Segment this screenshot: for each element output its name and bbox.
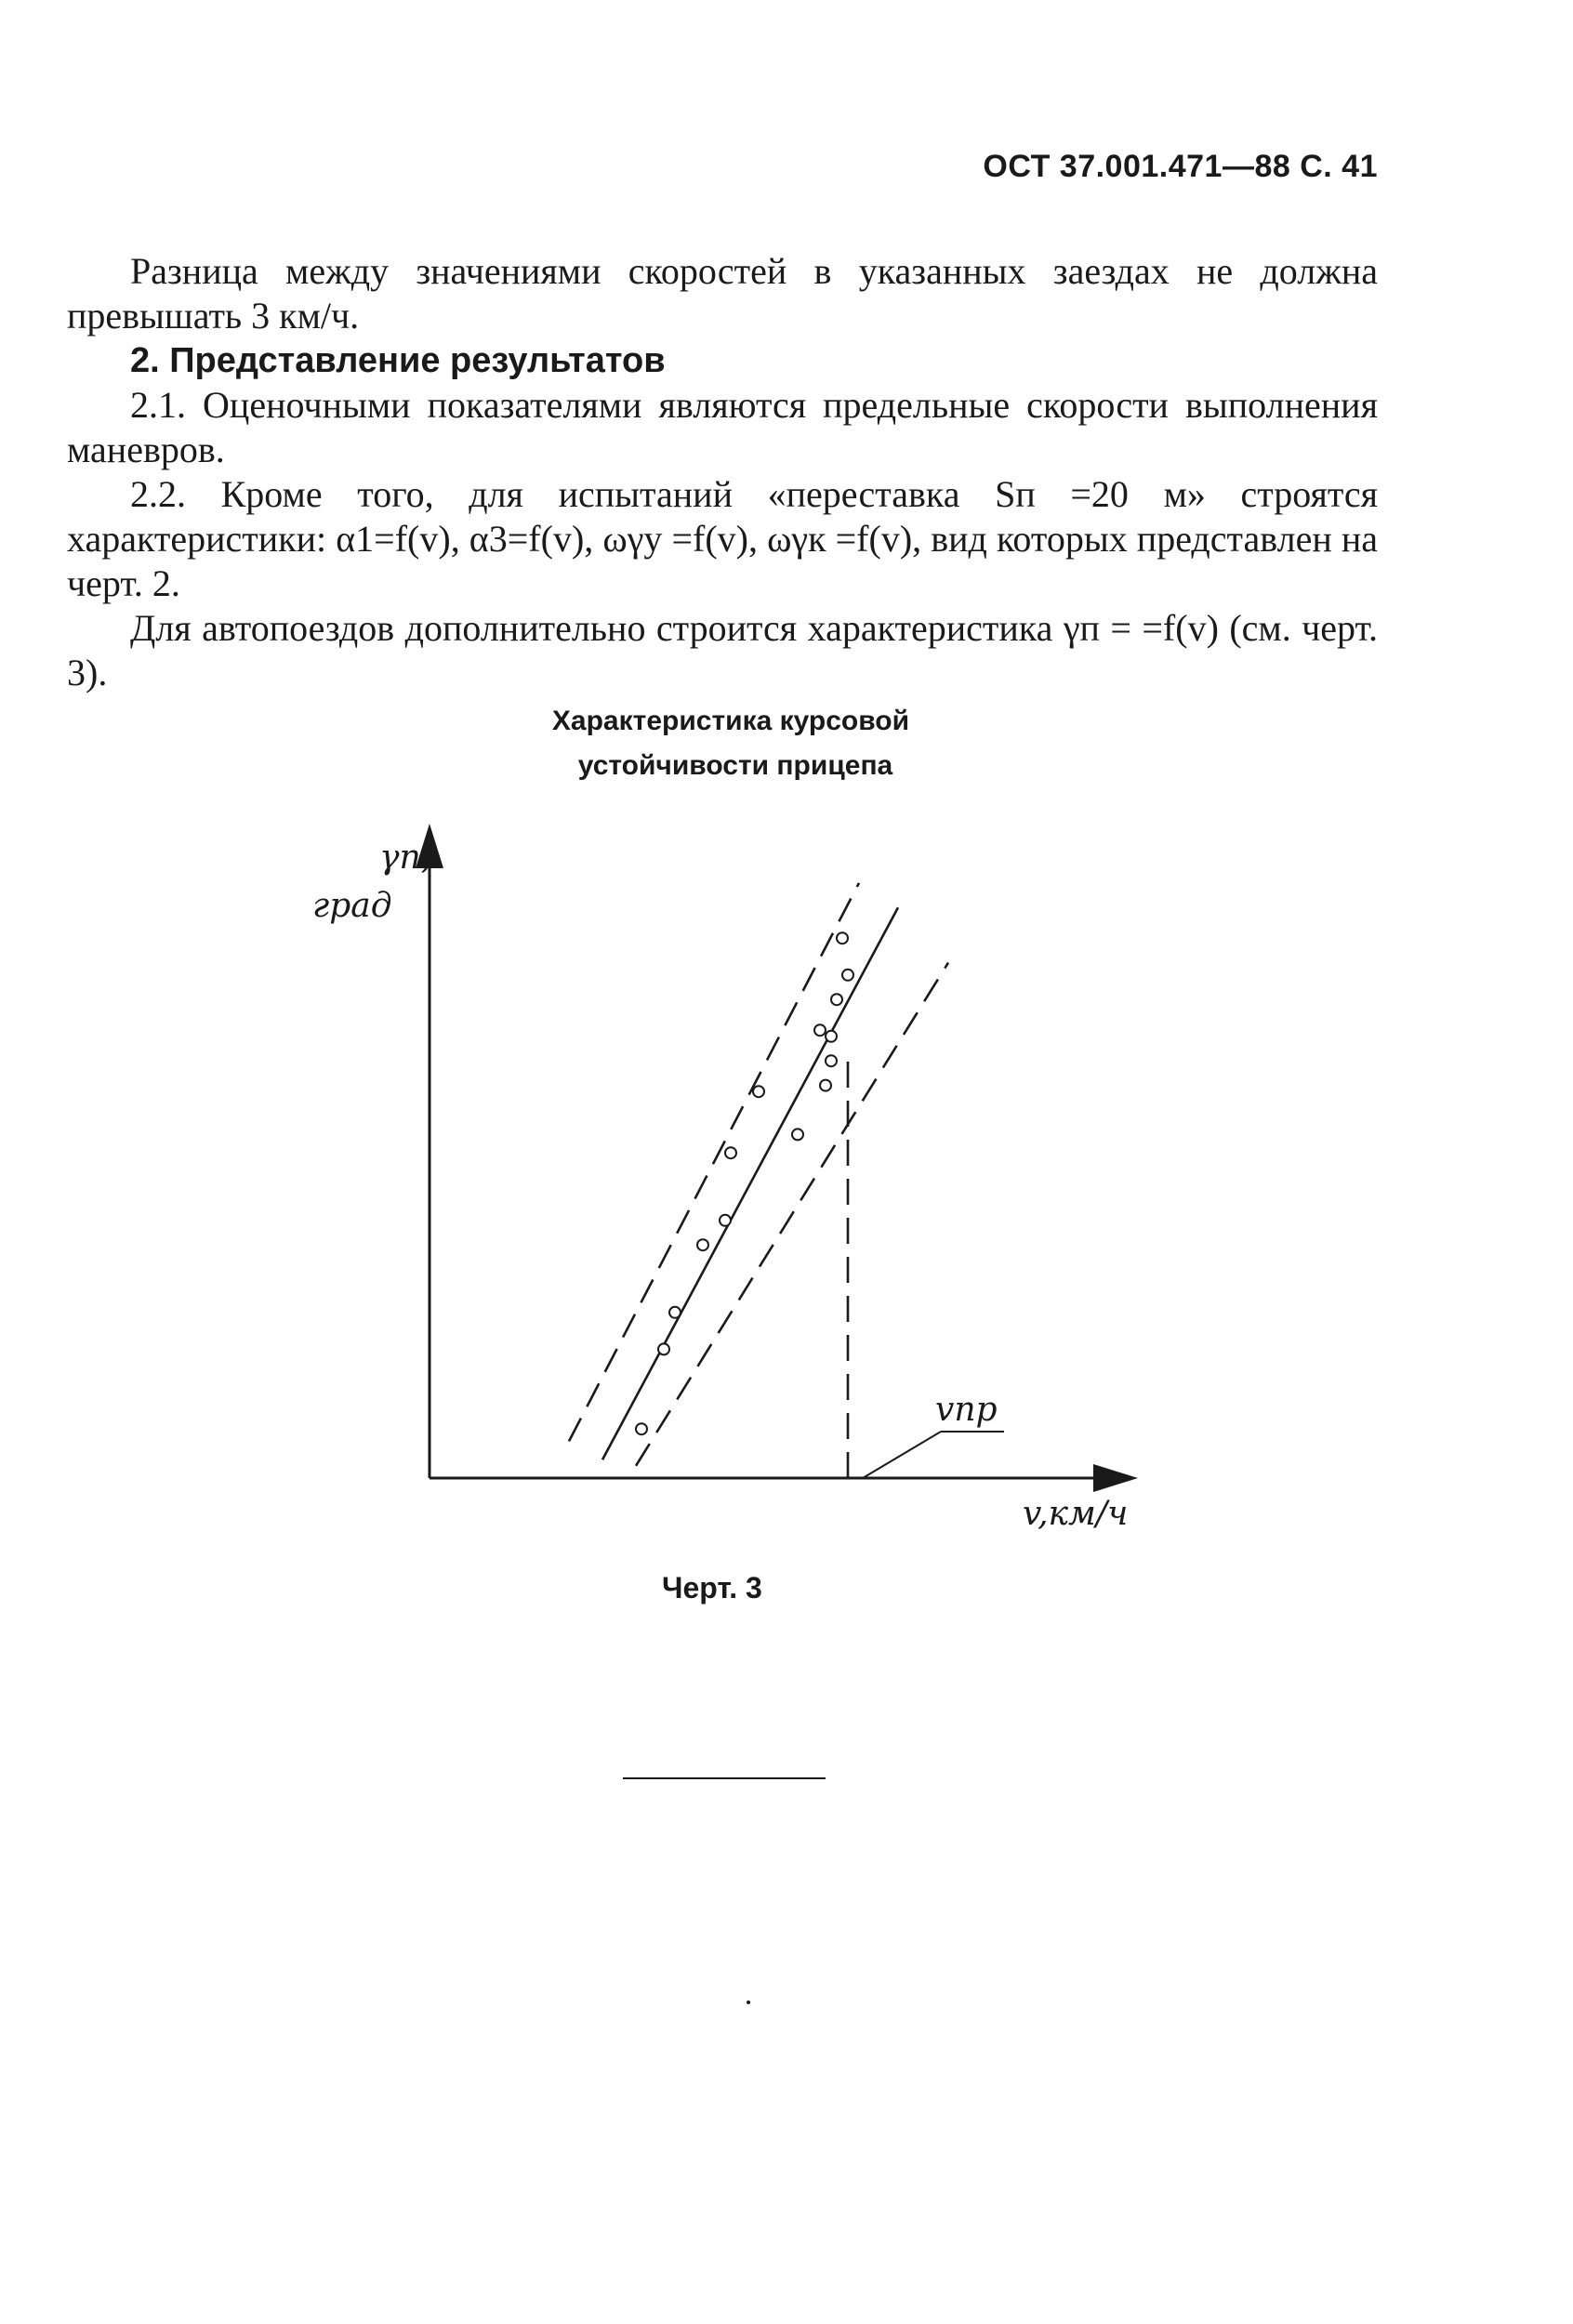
chart-title-line2: устойчивости прицепа: [577, 750, 893, 781]
data-point-13: [842, 970, 853, 981]
v-pr-label: vпр: [935, 1391, 998, 1429]
figure-caption: Черт. 3: [662, 1571, 762, 1604]
stability-chart: [279, 818, 1171, 1543]
chart-lines: [569, 883, 948, 1478]
chart-title: [0, 699, 1573, 788]
data-point-6: [753, 1086, 764, 1097]
data-point-3: [697, 1239, 708, 1250]
data-point-2: [669, 1307, 681, 1318]
data-point-9: [826, 1055, 837, 1066]
data-point-12: [831, 994, 842, 1005]
chart-points: [636, 932, 853, 1434]
paragraph-2-1: 2.1. Оценочными показателями являются предельные скорости выполнения маневров.: [67, 384, 1378, 470]
speck: [747, 2000, 750, 2004]
section-heading: 2. Представление результатов: [130, 341, 666, 380]
data-point-4: [720, 1215, 731, 1226]
x-axis-label: v,км/ч: [1023, 1495, 1129, 1533]
data-point-1: [658, 1343, 669, 1354]
paragraph-2-2: 2.2. Кроме того, для испытаний «переставка Sп =20 м» строятся характеристики: α1=f(v), α3=f(v), ωγу =f(v), ωγк =f(v), вид которых представлен на черт. 2.: [67, 473, 1378, 604]
data-point-10: [826, 1031, 837, 1042]
data-point-8: [820, 1080, 831, 1091]
trend-line-0: [602, 907, 898, 1459]
paragraph-trains: Для автопоездов дополнительно строится характеристика γп = =f(v) (см. черт. 3).: [67, 607, 1378, 693]
y-axis-unit: град: [312, 887, 392, 925]
data-point-7: [792, 1129, 803, 1140]
end-rule: [623, 1777, 826, 1779]
data-point-14: [837, 932, 848, 944]
document-reference: ОСТ 37.001.471—88 С. 41: [983, 149, 1378, 184]
dashed-line-1: [569, 883, 859, 1442]
body-text: [67, 249, 1378, 695]
dashed-line-2: [636, 963, 948, 1466]
chart-title-line1: Характеристика курсовой: [551, 706, 910, 736]
v-pr-leader: [863, 1432, 941, 1478]
data-point-0: [636, 1423, 647, 1434]
y-axis-symbol: γп,: [379, 838, 432, 877]
data-point-5: [725, 1147, 736, 1158]
data-point-11: [814, 1024, 826, 1036]
paragraph-speed-difference: Разница между значениями скоростей в указанных заездах не должна превышать 3 км/ч.: [67, 250, 1378, 337]
